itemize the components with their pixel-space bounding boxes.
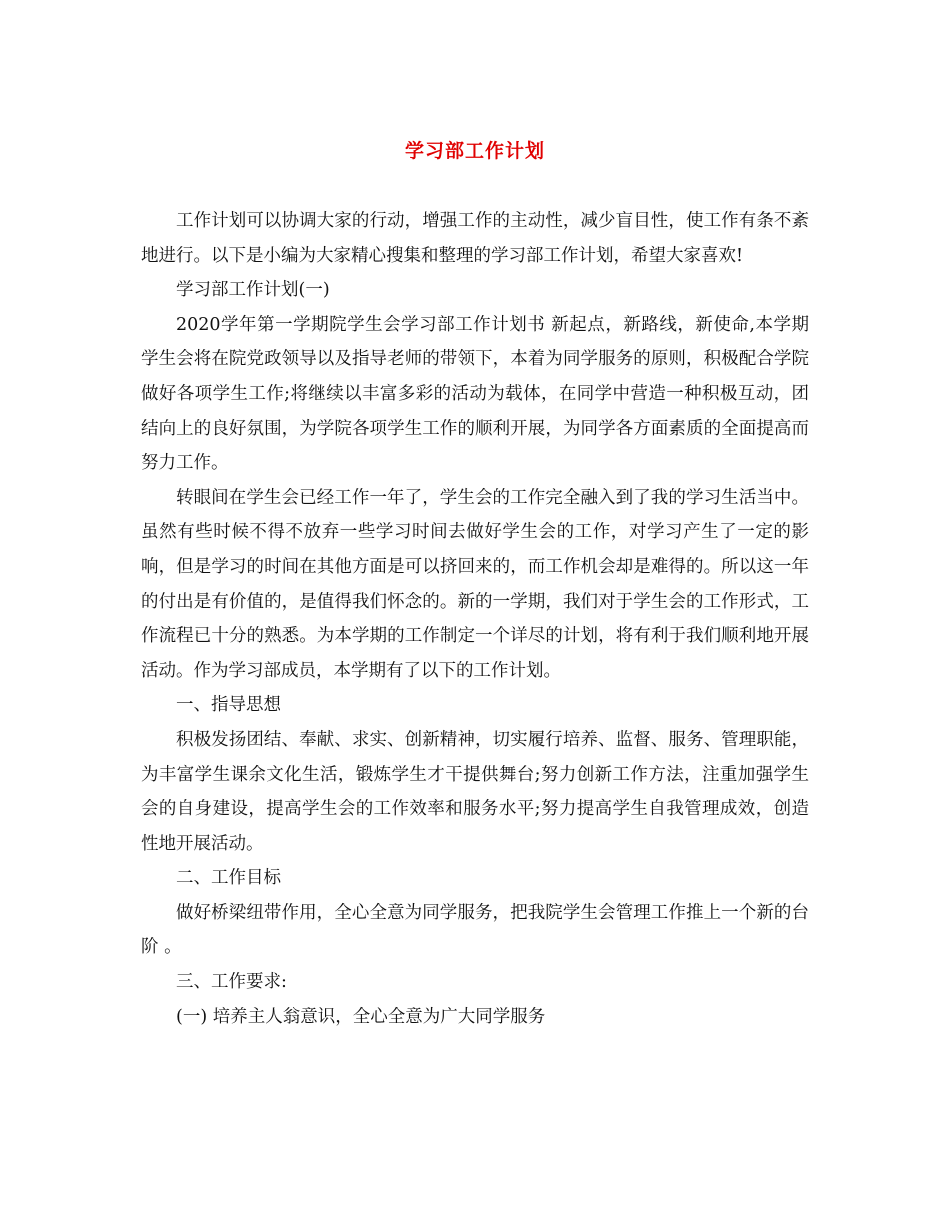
paragraph-work-goal: 做好桥梁纽带作用，全心全意为同学服务，把我院学生会管理工作推上一个新的台阶 。 [141, 902, 809, 958]
section-heading-plan-one: 学习部工作计划(一) [176, 280, 330, 301]
document-body [141, 204, 809, 1034]
document-title: 学习部工作计划 [404, 140, 545, 162]
section-heading-work-requirements: 三、工作要求: [176, 972, 287, 993]
paragraph-guiding-thought: 积极发扬团结、奉献、求实、创新精神，切实履行培养、监督、服务、管理职能，为丰富学生课余文化生活，锻炼学生才干提供舞台;努力创新工作方法，注重加强学生会的自身建设，提高学生会的工作效率和服务水平;努力提高学生自我管理成效，创造性地开展活动。 [141, 729, 809, 854]
paragraph-intro: 工作计划可以协调大家的行动，增强工作的主动性，减少盲目性，使工作有条不紊地进行。以下是小编为大家精心搜集和整理的学习部工作计划，希望大家喜欢! [141, 211, 809, 266]
subsection-heading-ownership: (一) 培养主人翁意识，全心全意为广大同学服务 [176, 1006, 546, 1027]
paragraph-reflection: 转眼间在学生会已经工作一年了，学生会的工作完全融入到了我的学习生活当中。虽然有些时候不得不放弃一些学习时间去做好学生会的工作，对学习产生了一定的影响，但是学习的时间在其他方面是可以挤回来的，而工作机会却是难得的。所以这一年的付出是有价值的，是值得我们怀念的。新的一学期，我们对于学生会的工作形式，工作流程已十分的熟悉。为本学期的工作制定一个详尽的计划，将有利于我们顺利地开展活动。作为学习部成员，本学期有了以下的工作计划。 [141, 487, 809, 681]
section-heading-work-goal: 二、工作目标 [176, 868, 281, 889]
paragraph-plan-book: 2020学年第一学期院学生会学习部工作计划书 新起点，新路线，新使命,本学期学生会将在院党政领导以及指导老师的带领下，本着为同学服务的原则，积极配合学院做好各项学生工作;将继续以丰富多彩的活动为载体，在同学中营造一种积极互动，团结向上的良好氛围，为学院各项学生工作的顺利开展，为同学各方面素质的全面提高而努力工作。 [141, 314, 809, 474]
section-heading-guiding-thought: 一、指导思想 [176, 695, 281, 716]
